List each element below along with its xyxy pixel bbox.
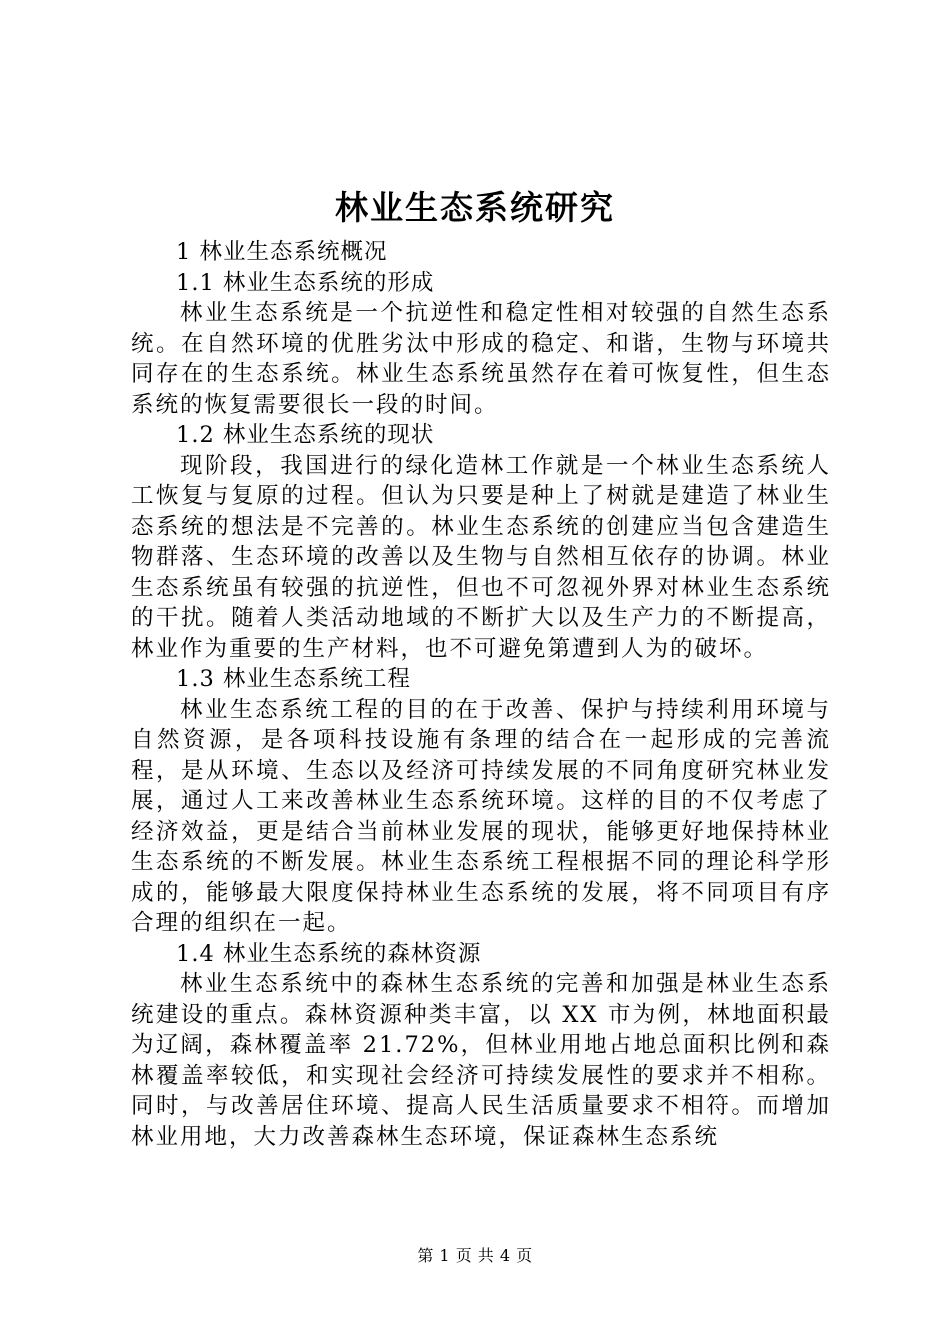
section-heading-1-1: 1.1 林业生态系统的形成 [176,269,435,296]
paragraph-1-4: 林业生态系统中的森林生态系统的完善和加强是林业生态系统建设的重点。森林资源种类丰富，以 XX 市为例，林地面积最为辽阔，森林覆盖率 21.72%，但林业用地占地总面积比例和森林覆盖率较低，和实现社会经济可持续发展性的要求并不相称。同时，与改善居住环境、提高人民生活质量要求不相符。而增加林业用地，大力改善森林生态环境，保证森林生态系统 [131,971,831,1150]
document-title: 林业生态系统研究 [335,188,615,227]
section-heading-1-2: 1.2 林业生态系统的现状 [176,422,435,448]
section-heading-1-3: 1.3 林业生态系统工程 [176,666,411,692]
document-body [131,237,831,1152]
section-heading-1-4: 1.4 林业生态系统的森林资源 [176,940,482,967]
paragraph-1-1: 林业生态系统是一个抗逆性和稳定性相对较强的自然生态系统。在自然环境的优胜劣汰中形成的稳定、和谐，生物与环境共同存在的生态系统。林业生态系统虽然存在着可恢复性，但生态系统的恢复需要很长一段的时间。 [131,300,831,418]
section-heading-1: 1 林业生态系统概况 [176,239,388,265]
paragraph-1-3: 林业生态系统工程的目的在于改善、保护与持续利用环境与自然资源，是各项科技设施有条理的结合在一起形成的完善流程，是从环境、生态以及经济可持续发展的不同角度研究林业发展，通过人工来改善林业生态系统环境。这样的目的不仅考虑了经济效益，更是结合当前林业发展的现状，能够更好地保持林业生态系统的不断发展。林业生态系统工程根据不同的理论科学形成的，能够最大限度保持林业生态系统的发展，将不同项目有序合理的组织在一起。 [131,696,831,936]
paragraph-1-2: 现阶段，我国进行的绿化造林工作就是一个林业生态系统人工恢复与复原的过程。但认为只要是种上了树就是建造了林业生态系统的想法是不完善的。林业生态系统的创建应当包含建造生物群落、生态环境的改善以及生物与自然相互依存的协调。林业生态系统虽有较强的抗逆性，但也不可忽视外界对林业生态系统的干扰。随着人类活动地域的不断扩大以及生产力的不断提高，林业作为重要的生产材料，也不可避免第遭到人为的破坏。 [131,452,831,662]
page-footer: 第 1 页 共 4 页 [417,1246,533,1265]
